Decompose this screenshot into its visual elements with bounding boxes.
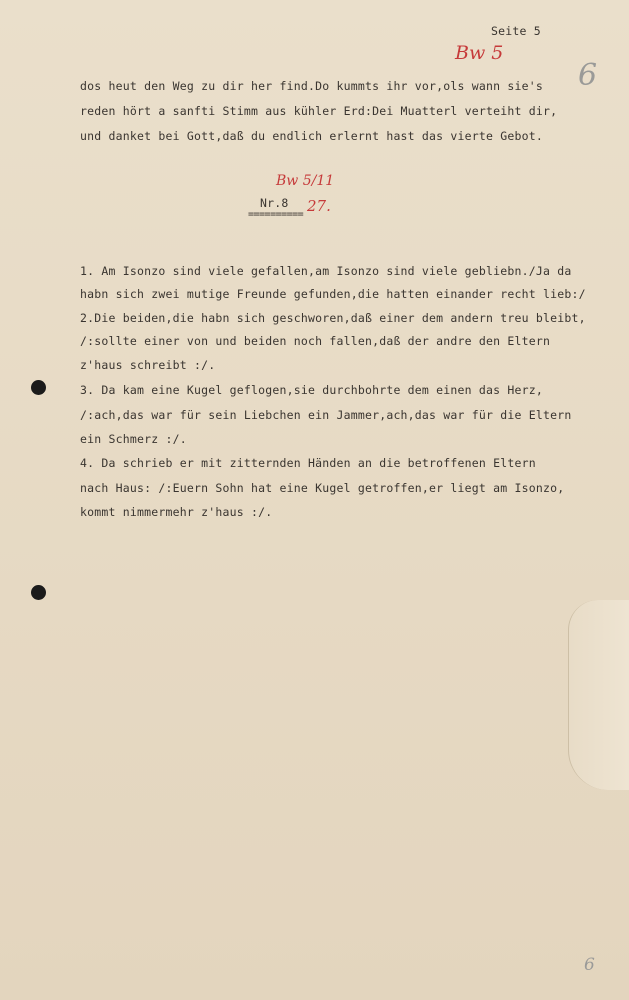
- verse-line-9: 4. Da schrieb er mit zitternden Händen an die betroffenen Eltern: [80, 456, 536, 470]
- pencil-mark-bottom: 6: [584, 955, 595, 975]
- intro-line-2: reden hört a sanfti Stimm aus kühler Erd:Dei Muatterl verteiht dir,: [80, 104, 558, 118]
- archive-mark-title: Bw 5/11: [276, 173, 335, 189]
- pencil-page-number: 6: [578, 58, 598, 93]
- torn-paper-edge: [568, 600, 629, 790]
- verse-line-6: 3. Da kam eine Kugel geflogen,sie durchbohrte dem einen das Herz,: [80, 383, 544, 397]
- verse-line-7: /:ach,das war für sein Liebchen ein Jammer,ach,das war für die Eltern: [80, 408, 572, 422]
- archive-mark-red: Bw 5: [455, 42, 504, 64]
- verse-line-3: 2.Die beiden,die habn sich geschworen,daß einer dem andern treu bleibt,: [80, 311, 586, 325]
- verse-line-10: nach Haus: /:Euern Sohn hat eine Kugel getroffen,er liegt am Isonzo,: [80, 481, 565, 495]
- verse-line-1: 1. Am Isonzo sind viele gefallen,am Isonzo sind viele gebliebn./Ja da: [80, 264, 572, 278]
- page-label: Seite 5: [491, 24, 541, 38]
- intro-line-1: dos heut den Weg zu dir her find.Do kummts ihr vor,ols wann sie's: [80, 79, 544, 93]
- punch-hole-bottom: [31, 585, 46, 600]
- verse-line-4: /:sollte einer von und beiden noch fallen,daß der andre den Eltern: [80, 334, 551, 348]
- verse-line-2: habn sich zwei mutige Freunde gefunden,die hatten einander recht lieb:/: [80, 287, 586, 301]
- punch-hole-top: [31, 380, 46, 395]
- title-underline: ==========: [248, 209, 304, 220]
- song-number-annotation: 27.: [307, 197, 331, 215]
- verse-line-8: ein Schmerz :/.: [80, 432, 187, 446]
- intro-line-3: und danket bei Gott,daß du endlich erlernt hast das vierte Gebot.: [80, 129, 544, 143]
- song-title: Nr.8: [260, 196, 289, 210]
- verse-line-11: kommt nimmermehr z'haus :/.: [80, 505, 273, 519]
- verse-line-5: z'haus schreibt :/.: [80, 358, 216, 372]
